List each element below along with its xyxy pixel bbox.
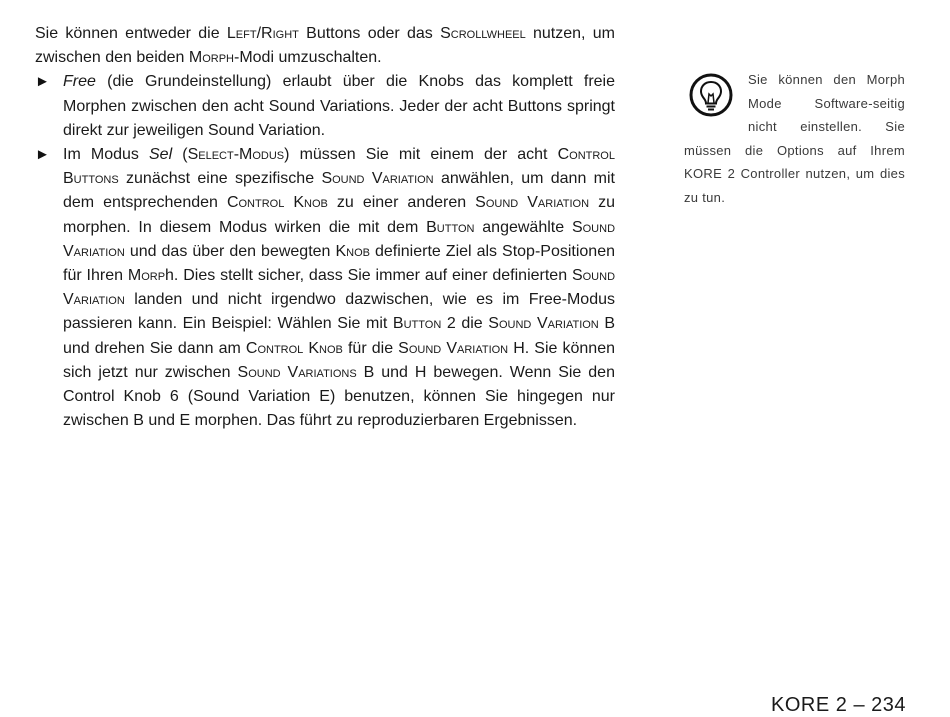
- text-run: Sie können entweder die: [35, 25, 227, 42]
- term-sound-variation: Sound Variation: [63, 218, 616, 260]
- text-run: zu einer anderen: [327, 194, 476, 212]
- term-control-knob: Control Knob: [245, 339, 343, 357]
- text-run: zu morphen. In diesem Modus wirken die mit dem: [63, 194, 615, 236]
- text-run: zunächst eine spezifische: [118, 170, 322, 188]
- term-right: Right: [261, 25, 299, 42]
- term-sel: Sel: [149, 146, 173, 164]
- main-text-column: [35, 22, 615, 433]
- term-left: Left: [226, 25, 257, 42]
- term-select-modus: Select-Modus: [187, 146, 285, 164]
- term-scrollwheel: Scrollwheel: [440, 25, 526, 42]
- term-free: Free: [63, 73, 96, 91]
- text-run: ) müssen Sie mit einem der acht: [284, 146, 558, 164]
- intro-paragraph: [35, 22, 615, 70]
- text-run: Buttons oder das: [298, 25, 441, 42]
- tip-text: Sie können den Morph Mode Software-seitig nicht einstellen. Sie müssen die Options auf Ihrem KORE 2 Controller nutzen, um dies zu tun.: [684, 72, 905, 205]
- tip-box: [684, 68, 905, 209]
- page-footer: KORE 2 – 234: [771, 694, 906, 716]
- text-run: angewählte: [474, 218, 572, 236]
- text-run: (: [172, 146, 188, 164]
- text-run: nutzen, um zwischen den beiden: [35, 25, 615, 67]
- term-sound-variation: Sound Variation: [63, 267, 616, 309]
- term-button: Button: [426, 218, 475, 236]
- text-run: -Modi umzuschalten.: [234, 49, 382, 67]
- text-run: H. Sie können sich jetzt nur zwischen: [63, 339, 615, 381]
- text-run: h. Dies stellt sicher, dass Sie immer auf einer definierten: [165, 267, 572, 285]
- term-sound-variation: Sound Variation: [488, 315, 599, 333]
- text-run: landen und nicht irgendwo dazwischen, wie es im Free-Modus passieren kann. Ein Beispiel: Wählen Sie mit: [63, 291, 615, 333]
- lightbulb-icon: [688, 72, 734, 118]
- bullet-icon: ►: [35, 73, 50, 91]
- list-item-free: [35, 70, 615, 143]
- text-run: anwählen, um dann mit dem entsprechenden: [63, 170, 616, 212]
- text-run: B und H bewegen. Wenn Sie den Control Knob 6 (Sound Variation E) benutzen, können Sie hingegen nur zwischen B und E morphen. Das führt zu reproduzierbaren Ergebnissen.: [63, 363, 615, 430]
- text-run: definierte Ziel als Stop-Positionen für Ihren: [63, 242, 616, 285]
- list-item-sel: [35, 143, 615, 433]
- term-sound-variation: Sound Variation: [398, 339, 509, 357]
- text-run: /: [256, 25, 262, 42]
- term-sound-variation: Sound Variation: [475, 194, 590, 212]
- bullet-icon: ►: [35, 146, 50, 164]
- text-run: (die Grundeinstellung) erlaubt über die Knobs das komplett freie Morphen zwischen den acht Sound Variations. Jeder der acht Buttons springt direkt zur jeweiligen Sound Variation.: [63, 73, 615, 139]
- term-morph: Morp: [127, 267, 166, 285]
- term-knob: Knob: [335, 242, 370, 260]
- text-run: für die: [342, 339, 399, 357]
- term-control-knob: Control Knob: [226, 194, 328, 212]
- text-run: B und drehen Sie dann am: [63, 315, 616, 357]
- text-run: und das über den bewegten: [124, 242, 336, 260]
- text-run: Im Modus: [63, 146, 149, 164]
- term-button: Button: [392, 315, 442, 333]
- term-control-buttons: Control Buttons: [63, 146, 615, 188]
- term-sound-variations: Sound Variations: [237, 363, 357, 381]
- term-sound-variation: Sound Variation: [321, 170, 434, 188]
- term-morph: Morph: [188, 49, 234, 67]
- text-run: 2 die: [441, 315, 489, 333]
